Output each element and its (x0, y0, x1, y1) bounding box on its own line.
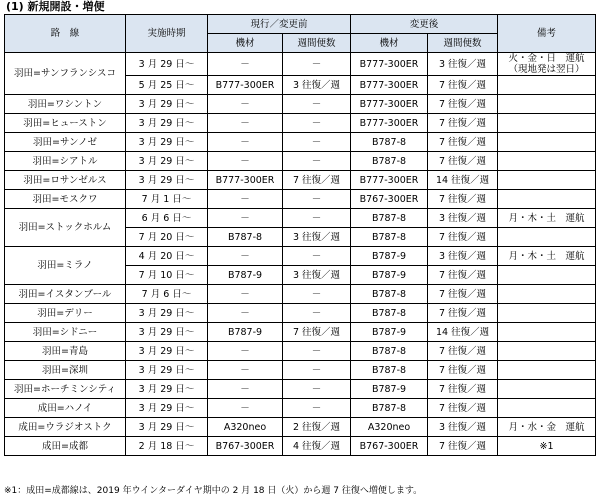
remarks-cell (498, 152, 596, 171)
table-row (5, 399, 596, 418)
header-before-group: 現行／変更前 (208, 15, 351, 34)
table-row (5, 95, 596, 114)
remarks-cell (498, 380, 596, 399)
remarks-cell (498, 171, 596, 190)
after-aircraft-cell: B777-300ER (351, 171, 428, 190)
before-aircraft-cell: B767-300ER (208, 437, 283, 456)
before-weekly-cell: － (283, 247, 351, 266)
route-cell: 羽田=サンノゼ (5, 133, 126, 152)
table-row (5, 133, 596, 152)
period-cell: 3 月 29 日～ (126, 418, 208, 437)
remarks-cell (498, 361, 596, 380)
period-cell: 7 月 10 日～ (126, 266, 208, 285)
after-weekly-cell: 7 往復／週 (428, 399, 498, 418)
after-aircraft-cell: B787-9 (351, 380, 428, 399)
period-cell: 3 月 29 日～ (126, 133, 208, 152)
after-aircraft-cell: B777-300ER (351, 95, 428, 114)
footnote: ※1：成田=成都線は、2019 年ウインターダイヤ期中の 2 月 18 日（火）から週 7 往復へ増便します。 (4, 486, 423, 496)
before-weekly-cell: － (283, 361, 351, 380)
after-aircraft-cell: A320neo (351, 418, 428, 437)
route-cell: 羽田=ミラノ (5, 247, 126, 285)
after-aircraft-cell: B787-8 (351, 285, 428, 304)
before-aircraft-cell: － (208, 304, 283, 323)
table-row (5, 380, 596, 399)
period-cell: 3 月 29 日～ (126, 171, 208, 190)
after-weekly-cell: 7 往復／週 (428, 228, 498, 247)
period-cell: 3 月 29 日～ (126, 152, 208, 171)
remarks-cell (498, 399, 596, 418)
before-aircraft-cell: － (208, 53, 283, 76)
remarks-cell (498, 95, 596, 114)
before-weekly-cell: － (283, 304, 351, 323)
route-cell: 羽田=ロサンゼルス (5, 171, 126, 190)
before-aircraft-cell: － (208, 342, 283, 361)
table-row (5, 247, 596, 266)
table-row (5, 152, 596, 171)
after-aircraft-cell: B787-8 (351, 342, 428, 361)
table-row (5, 285, 596, 304)
remarks-cell (498, 323, 596, 342)
header-after-group: 変更後 (351, 15, 498, 34)
period-cell: 3 月 29 日～ (126, 323, 208, 342)
after-weekly-cell: 7 往復／週 (428, 133, 498, 152)
route-cell: 羽田=ストックホルム (5, 209, 126, 247)
after-aircraft-cell: B787-9 (351, 247, 428, 266)
after-aircraft-cell: B787-8 (351, 228, 428, 247)
after-aircraft-cell: B777-300ER (351, 53, 428, 76)
remarks-cell: ※1 (498, 437, 596, 456)
after-weekly-cell: 14 往復／週 (428, 171, 498, 190)
period-cell: 3 月 29 日～ (126, 95, 208, 114)
after-aircraft-cell: B767-300ER (351, 437, 428, 456)
route-cell: 羽田=シアトル (5, 152, 126, 171)
table-row (5, 361, 596, 380)
after-aircraft-cell: B787-8 (351, 399, 428, 418)
after-aircraft-cell: B787-8 (351, 209, 428, 228)
before-weekly-cell: 3 往復／週 (283, 76, 351, 95)
before-aircraft-cell: － (208, 133, 283, 152)
after-weekly-cell: 7 往復／週 (428, 380, 498, 399)
table-row (5, 304, 596, 323)
after-weekly-cell: 3 往復／週 (428, 247, 498, 266)
period-cell: 3 月 29 日～ (126, 114, 208, 133)
before-weekly-cell: － (283, 399, 351, 418)
after-weekly-cell: 7 往復／週 (428, 285, 498, 304)
before-weekly-cell: － (283, 133, 351, 152)
after-weekly-cell: 7 往復／週 (428, 152, 498, 171)
before-aircraft-cell: B787-9 (208, 323, 283, 342)
remarks-cell: 月・木・土 運航 (498, 209, 596, 228)
after-weekly-cell: 7 往復／週 (428, 342, 498, 361)
route-cell: 羽田=ヒューストン (5, 114, 126, 133)
table-row (5, 114, 596, 133)
after-weekly-cell: 7 往復／週 (428, 361, 498, 380)
route-cell: 成田=ウラジオストク (5, 418, 126, 437)
before-weekly-cell: － (283, 95, 351, 114)
before-weekly-cell: 3 往復／週 (283, 228, 351, 247)
remarks-cell (498, 304, 596, 323)
route-cell: 成田=成都 (5, 437, 126, 456)
before-aircraft-cell: B777-300ER (208, 171, 283, 190)
after-aircraft-cell: B787-8 (351, 361, 428, 380)
route-cell: 羽田=青島 (5, 342, 126, 361)
before-aircraft-cell: － (208, 399, 283, 418)
before-weekly-cell: 3 往復／週 (283, 266, 351, 285)
table-row (5, 209, 596, 228)
period-cell: 3 月 29 日～ (126, 380, 208, 399)
before-weekly-cell: － (283, 53, 351, 76)
remarks-cell (498, 190, 596, 209)
after-weekly-cell: 7 往復／週 (428, 95, 498, 114)
after-weekly-cell: 3 往復／週 (428, 418, 498, 437)
table-row (5, 53, 596, 76)
header-route: 路 線 (5, 15, 126, 53)
remarks-cell (498, 285, 596, 304)
after-weekly-cell: 7 往復／週 (428, 114, 498, 133)
before-aircraft-cell: B787-8 (208, 228, 283, 247)
route-cell: 成田=ハノイ (5, 399, 126, 418)
period-cell: 4 月 20 日～ (126, 247, 208, 266)
route-cell: 羽田=ワシントン (5, 95, 126, 114)
remarks-cell (498, 228, 596, 247)
after-weekly-cell: 7 往復／週 (428, 190, 498, 209)
before-weekly-cell: 7 往復／週 (283, 323, 351, 342)
table-row (5, 190, 596, 209)
after-aircraft-cell: B787-8 (351, 304, 428, 323)
remarks-cell (498, 133, 596, 152)
period-cell: 3 月 29 日～ (126, 304, 208, 323)
before-aircraft-cell: B787-9 (208, 266, 283, 285)
period-cell: 3 月 29 日～ (126, 342, 208, 361)
route-cell: 羽田=ホーチミンシティ (5, 380, 126, 399)
remarks-cell (498, 342, 596, 361)
after-weekly-cell: 7 往復／週 (428, 437, 498, 456)
before-weekly-cell: － (283, 380, 351, 399)
before-weekly-cell: 7 往復／週 (283, 171, 351, 190)
after-aircraft-cell: B787-8 (351, 133, 428, 152)
header-period: 実施時期 (126, 15, 208, 53)
before-weekly-cell: － (283, 190, 351, 209)
after-weekly-cell: 3 往復／週 (428, 53, 498, 76)
remarks-cell: 月・水・金 運航 (498, 418, 596, 437)
remarks-cell: 月・木・土 運航 (498, 247, 596, 266)
period-cell: 5 月 25 日～ (126, 76, 208, 95)
period-cell: 2 月 18 日～ (126, 437, 208, 456)
after-aircraft-cell: B777-300ER (351, 76, 428, 95)
period-cell: 7 月 1 日～ (126, 190, 208, 209)
route-cell: 羽田=モスクワ (5, 190, 126, 209)
after-weekly-cell: 14 往復／週 (428, 323, 498, 342)
period-cell: 7 月 20 日～ (126, 228, 208, 247)
after-aircraft-cell: B787-9 (351, 323, 428, 342)
table-row (5, 342, 596, 361)
section-heading: (1) 新規開設・増便 (6, 0, 105, 13)
route-schedule-table (4, 14, 596, 456)
period-cell: 3 月 29 日～ (126, 53, 208, 76)
header-after-weekly: 週間便数 (428, 34, 498, 53)
after-weekly-cell: 7 往復／週 (428, 76, 498, 95)
before-aircraft-cell: A320neo (208, 418, 283, 437)
period-cell: 3 月 29 日～ (126, 399, 208, 418)
header-after-aircraft: 機材 (351, 34, 428, 53)
before-weekly-cell: － (283, 114, 351, 133)
route-cell: 羽田=シドニー (5, 323, 126, 342)
route-cell: 羽田=深圳 (5, 361, 126, 380)
route-cell: 羽田=サンフランシスコ (5, 53, 126, 95)
before-aircraft-cell: － (208, 361, 283, 380)
after-weekly-cell: 7 往復／週 (428, 266, 498, 285)
remarks-cell (498, 114, 596, 133)
header-before-weekly: 週間便数 (283, 34, 351, 53)
before-aircraft-cell: － (208, 285, 283, 304)
remarks-cell (498, 266, 596, 285)
before-aircraft-cell: － (208, 114, 283, 133)
before-aircraft-cell: B777-300ER (208, 76, 283, 95)
before-weekly-cell: － (283, 342, 351, 361)
table-body (5, 53, 596, 456)
before-aircraft-cell: － (208, 380, 283, 399)
after-aircraft-cell: B767-300ER (351, 190, 428, 209)
table-row (5, 437, 596, 456)
header-before-aircraft: 機材 (208, 34, 283, 53)
after-aircraft-cell: B787-8 (351, 152, 428, 171)
after-weekly-cell: 7 往復／週 (428, 304, 498, 323)
period-cell: 7 月 6 日～ (126, 285, 208, 304)
table-row (5, 171, 596, 190)
before-aircraft-cell: － (208, 247, 283, 266)
remarks-cell: 火・金・日 運航 （現地発は翌日） (498, 53, 596, 76)
before-weekly-cell: － (283, 285, 351, 304)
table-row (5, 323, 596, 342)
before-weekly-cell: － (283, 152, 351, 171)
after-aircraft-cell: B777-300ER (351, 114, 428, 133)
before-aircraft-cell: － (208, 95, 283, 114)
before-weekly-cell: 2 往復／週 (283, 418, 351, 437)
before-weekly-cell: － (283, 209, 351, 228)
period-cell: 6 月 6 日～ (126, 209, 208, 228)
before-aircraft-cell: － (208, 190, 283, 209)
before-weekly-cell: 4 往復／週 (283, 437, 351, 456)
after-weekly-cell: 3 往復／週 (428, 209, 498, 228)
remarks-cell (498, 76, 596, 95)
header-remarks: 備考 (498, 15, 596, 53)
period-cell: 3 月 29 日～ (126, 361, 208, 380)
route-cell: 羽田=イスタンブール (5, 285, 126, 304)
route-cell: 羽田=デリー (5, 304, 126, 323)
after-aircraft-cell: B787-9 (351, 266, 428, 285)
table-row (5, 418, 596, 437)
before-aircraft-cell: － (208, 152, 283, 171)
before-aircraft-cell: － (208, 209, 283, 228)
